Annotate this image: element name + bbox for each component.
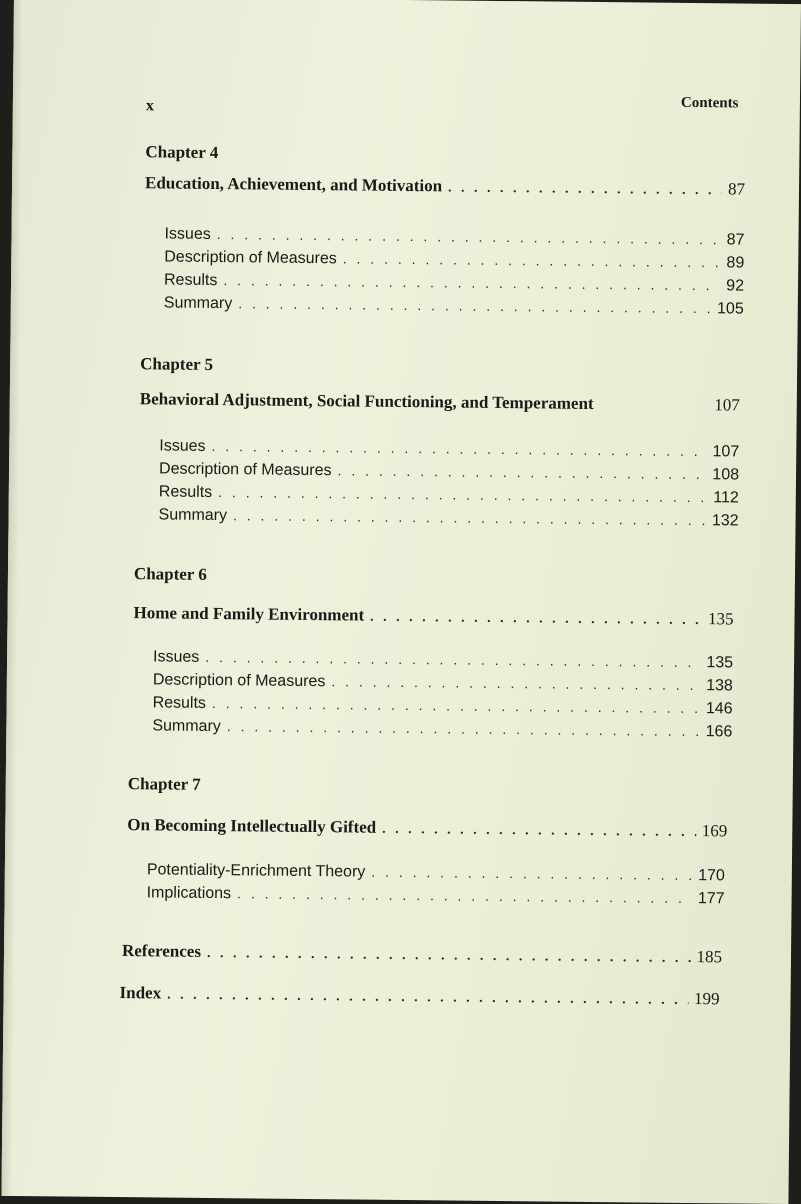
dot-leader	[167, 988, 688, 1009]
dot-leader	[218, 484, 707, 505]
toc-entry	[153, 648, 733, 672]
index-row	[119, 983, 719, 1009]
page-ref: 107	[712, 443, 740, 461]
page-ref: 199	[693, 989, 720, 1009]
page-ref: 87	[726, 231, 745, 249]
dot-leader	[338, 462, 707, 482]
running-title: Contents	[680, 94, 739, 112]
section-title: Description of Measures	[152, 671, 326, 691]
chapter-7-label: Chapter 7	[127, 774, 201, 794]
page-ref: 177	[697, 890, 725, 908]
toc-entry	[159, 483, 739, 507]
chapter-title: Education, Achievement, and Motivation	[144, 173, 443, 196]
page-ref: 185	[696, 947, 723, 967]
page-ref: 105	[716, 300, 744, 318]
page-ref: 166	[705, 723, 733, 741]
toc-entry	[153, 671, 733, 695]
page-ref: 169	[701, 821, 728, 841]
dot-leader	[370, 610, 702, 629]
toc-entry	[152, 717, 732, 741]
dot-leader	[227, 718, 700, 739]
chapter-6-title-row	[133, 603, 733, 629]
chapter-title: Behavioral Adjustment, Social Functioning, and Temperament	[139, 389, 594, 413]
dot-leader	[331, 673, 700, 693]
chapter-title: Home and Family Environment	[133, 603, 365, 625]
toc-entry	[158, 506, 738, 530]
section-title: Issues	[164, 225, 211, 243]
toc-entry	[159, 460, 739, 484]
toc-entry	[147, 884, 725, 908]
chapter-title: On Becoming Intellectually Gifted	[127, 815, 377, 837]
book-page	[1, 0, 801, 1204]
page-ref: 89	[726, 254, 745, 272]
back-matter-title: Index	[119, 983, 162, 1003]
page-ref: 135	[707, 609, 734, 629]
page-ref: 87	[727, 179, 746, 199]
toc-entry	[164, 271, 744, 295]
page-ref: 112	[713, 489, 739, 507]
dot-leader	[343, 250, 721, 270]
dot-leader	[223, 272, 720, 293]
back-matter-title: References	[121, 941, 202, 961]
dot-leader	[382, 822, 696, 841]
page-number: x	[145, 97, 154, 115]
dot-leader	[205, 649, 700, 670]
section-title: Results	[152, 694, 207, 712]
page-ref: 132	[711, 512, 739, 530]
section-title: Summary	[163, 294, 233, 313]
dot-leader	[237, 885, 692, 906]
page-ref: 135	[706, 654, 734, 672]
dot-leader	[207, 946, 691, 967]
toc-entry	[147, 861, 725, 885]
dot-leader	[211, 438, 706, 459]
dot-leader	[448, 180, 722, 199]
toc-entry	[153, 694, 733, 718]
section-title: Results	[158, 483, 213, 501]
chapter-6-label: Chapter 6	[133, 564, 207, 584]
section-title: Summary	[158, 506, 228, 525]
references-row	[122, 941, 722, 967]
dot-leader	[217, 226, 721, 247]
dot-leader	[233, 507, 706, 528]
section-title: Implications	[146, 884, 232, 903]
page-ref: 108	[712, 466, 740, 484]
toc-entry	[164, 248, 744, 272]
chapter-4-label: Chapter 4	[145, 142, 219, 163]
dot-leader	[238, 295, 711, 316]
section-title: Potentiality-Enrichment Theory	[146, 861, 366, 881]
toc-entry	[164, 225, 744, 249]
dot-leader	[212, 695, 700, 716]
section-title: Issues	[153, 648, 200, 666]
section-title: Issues	[159, 437, 206, 455]
page-ref: 107	[714, 395, 740, 415]
section-title: Results	[163, 271, 218, 290]
chapter-5-title-row	[140, 389, 740, 415]
section-title: Description of Measures	[158, 460, 332, 480]
toc-entry	[159, 437, 739, 461]
chapter-4-title-row	[145, 173, 745, 199]
chapter-7-title-row	[127, 815, 727, 841]
page-ref: 138	[706, 677, 733, 695]
page-ref: 92	[726, 277, 745, 295]
section-title: Summary	[152, 717, 221, 736]
section-title: Description of Measures	[164, 248, 337, 268]
dot-leader	[371, 864, 692, 883]
page-edge	[1, 0, 24, 1196]
chapter-5-label: Chapter 5	[140, 354, 214, 374]
toc-entry	[164, 294, 744, 318]
page-ref: 170	[698, 867, 725, 885]
page-ref: 146	[705, 700, 733, 718]
